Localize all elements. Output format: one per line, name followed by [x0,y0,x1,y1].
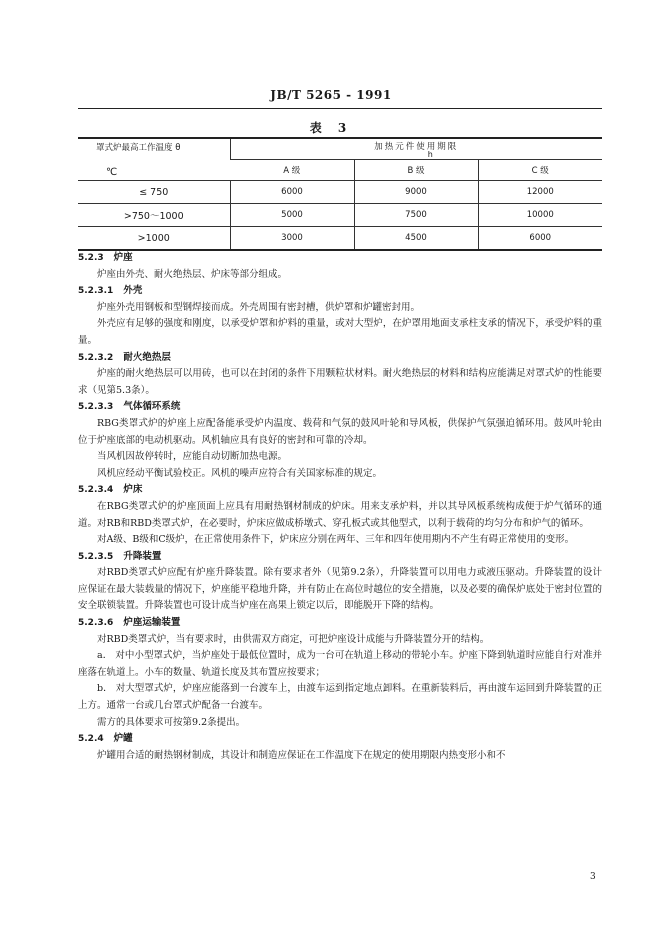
section-title: 炉床 [123,484,143,496]
document-body [78,250,602,764]
section-number: 5.2.3.6 [78,618,114,629]
paragraph: 炉座的耐火绝热层可以用砖，也可以在封闭的条件下用颗粒状材料。耐火绝热层的材料和结构应能满足对罩式炉的性能要求（见第5.3条）。 [78,368,602,396]
section-heading [78,482,602,499]
value-cell: 4500 [354,227,478,251]
paragraph: 对A级、B级和C级炉，在正常使用条件下，炉床应分别在两年、三年和四年使用期内不产生有碍正常使用的变形。 [97,534,575,546]
header-temperature-label: 罩式炉最高工作温度 θ [96,143,181,153]
temperature-cell: ≤ 750 [78,181,230,204]
paragraph: 对RBD类罩式炉，当有要求时，由供需双方商定，可把炉座设计成能与升降装置分开的结构。 [97,633,490,645]
section-heading [78,350,602,367]
heating-element-life-table [78,137,602,251]
section-title: 升降装置 [123,550,162,562]
section-title: 气体循环系统 [123,401,181,413]
paragraph: b． 对大型罩式炉，炉座应能落到一台渡车上，由渡车运到指定地点卸料。在重新装料后，再由渡车运回到升降装置的正上方。通常一台或几台罩式炉配备一台渡车。 [78,683,602,712]
header-service-life-label: 加热元件使用期限 [374,141,459,152]
section-number: 5.2.3.3 [78,402,114,413]
standard-code-header: JB/T 5265 - 1991 [270,88,392,102]
section-number: 5.2.3 [78,253,104,263]
value-cell: 10000 [478,204,602,227]
value-cell: 7500 [354,204,478,227]
section-number: 5.2.3.1 [78,286,114,297]
header-temperature-unit: ℃ [106,167,118,178]
section-title: 耐火绝热层 [123,351,171,363]
table-row [78,227,602,251]
value-cell: 12000 [478,181,602,204]
header-temperature-cell [78,138,230,181]
value-cell: 5000 [230,204,354,227]
value-cell: 6000 [230,181,354,204]
paragraph: 外壳应有足够的强度和刚度，以承受炉罩和炉料的重量，或对大型炉，在炉罩用地面支承柱支承的情况下，承受炉料的重量。 [78,318,602,346]
grade-a-header: A 级 [230,160,354,181]
section-title: 炉罐 [113,733,133,745]
paragraph: 在RBG类罩式炉的炉座顶面上应具有用耐热钢材制成的炉床。用来支承炉料，并以其导风板系统构成便于炉气循环的通道。对RB和RBD类罩式炉，在必要时，炉床应做成桥墩式、穿孔板式或其他型式，以利于载荷的均匀分布和炉气的循环。 [78,500,602,529]
table-row [78,204,602,227]
section-heading [78,549,602,566]
grade-b-header: B 级 [354,160,478,181]
section-number: 5.2.3.2 [78,352,114,363]
paragraph: 炉罐用合适的耐热钢材制成，其设计和制造应保证在工作温度下在规定的使用期限内热变形小和不 [97,749,506,761]
header-service-life-unit: h [427,149,435,159]
paragraph: RBG类罩式炉的炉座上应配备能承受炉内温度、载荷和气氛的鼓风叶轮和导风板，供保护气氛强迫循环用。鼓风叶轮由位于炉座底部的电动机驱动。风机轴应具有良好的密封和可靠的冷却。 [78,417,602,446]
page-number: 3 [590,872,596,882]
table-row [78,181,602,204]
paragraph: 对RBD类罩式炉应配有炉座升降装置。除有要求者外（见第9.2条），升降装置可以用电力或液压驱动。升降装置的设计应保证在最大装载量的情况下，炉座能平稳地升降，并有防止在高位时越位的安全措施，以及必要的确保炉底处于密封位置的安全联锁装置。升降装置也可设计成当炉座在高果上锁定以后，即能脱开下降的结构。 [78,567,602,612]
section-heading [78,731,602,748]
value-cell: 9000 [354,181,478,204]
section-title: 炉座 [113,252,133,263]
paragraph: 需方的具体要求可按第9.2条提出。 [97,716,246,728]
section-title: 外壳 [123,285,143,297]
section-number: 5.2.3.5 [78,551,114,562]
paragraph: a． 对中小型罩式炉，当炉座处于最低位置时，成为一台可在轨道上移动的带轮小车。炉座下降到轨道时应能自行对准并座落在轨道上。小车的数量、轨道长度及其布置应按要求； [78,650,602,678]
header-rule [78,108,602,109]
section-heading [78,615,602,632]
section-heading [78,283,602,300]
table-title: 表 3 [309,121,353,135]
section-number: 5.2.3.4 [78,485,114,496]
paragraph: 当风机因故停转时，应能自动切断加热电源。 [97,451,288,463]
temperature-cell: >1000 [78,227,230,251]
value-cell: 3000 [230,227,354,251]
section-number: 5.2.4 [78,734,104,745]
temperature-cell: >750～1000 [78,204,230,227]
section-heading [78,250,602,267]
section-title: 炉座运输装置 [123,617,181,629]
paragraph: 风机应经动平衡试验校正。风机的噪声应符合有关国家标准的规定。 [97,467,383,479]
paragraph: 炉座外壳用钢板和型钢焊接而成。外壳周围有密封槽，供炉罩和炉罐密封用。 [97,301,421,313]
value-cell: 6000 [478,227,602,251]
grade-c-header: C 级 [478,160,602,181]
paragraph: 炉座由外壳、耐火绝热层、炉床等部分组成。 [97,268,288,280]
header-service-life-cell [230,138,602,160]
section-heading [78,399,602,416]
